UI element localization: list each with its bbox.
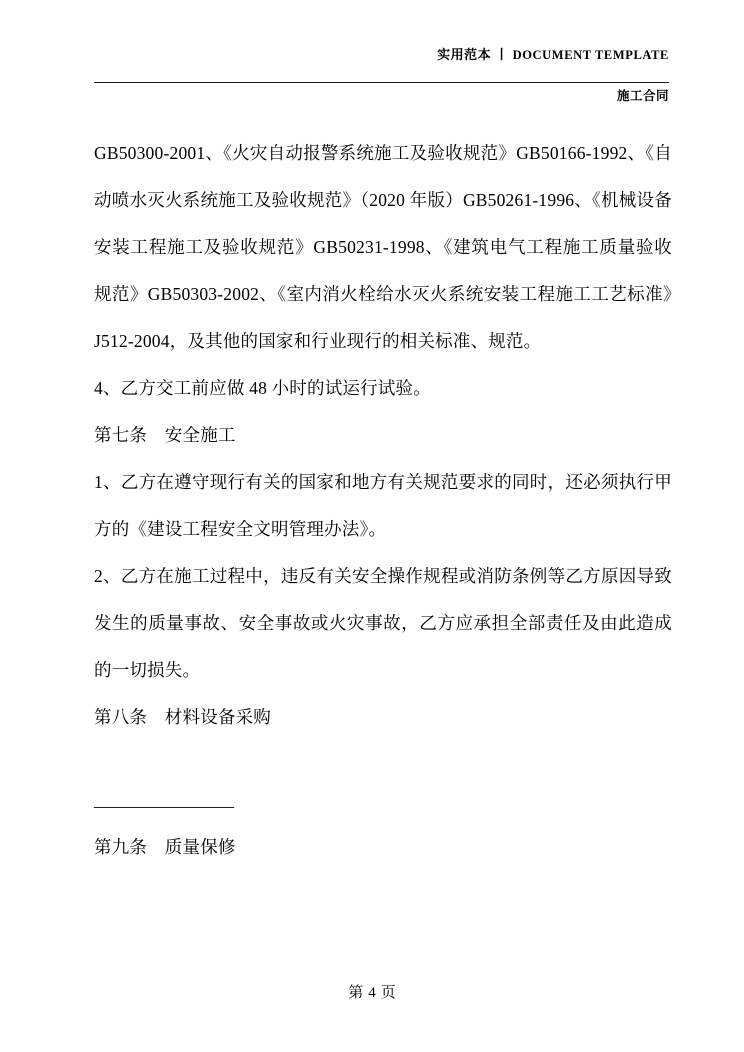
heading-article-9: 第九条 质量保修 xyxy=(94,837,236,857)
header-divider xyxy=(94,82,669,83)
header-separator: 丨 xyxy=(495,47,509,62)
header-brand-en: DOCUMENT TEMPLATE xyxy=(512,48,669,62)
paragraph-item-1: 1、乙方在遵守现行有关的国家和地方有关规范要求的同时，还必须执行甲方的《建设工程安全文明管理办法》。 xyxy=(94,472,672,539)
document-body xyxy=(94,130,672,871)
header-brand-line xyxy=(94,44,669,63)
blank-line xyxy=(94,741,672,788)
paragraph-item-2: 2、乙方在施工过程中，违反有关安全操作规程或消防条例等乙方原因导致发生的质量事故、安全事故或火灾事故，乙方应承担全部责任及由此造成的一切损失。 xyxy=(94,566,672,680)
footer-prefix: 第 xyxy=(348,985,364,1001)
divider-dashes: ———————— xyxy=(94,796,234,816)
page-header xyxy=(94,44,669,64)
header-brand-cn: 实用范本 xyxy=(437,47,492,62)
footer-page-number: 4 xyxy=(368,985,376,1001)
header-doc-type: 施工合同 xyxy=(616,89,669,103)
heading-article-8: 第八条 材料设备采购 xyxy=(94,707,271,727)
page-footer xyxy=(0,981,744,1002)
heading-article-7: 第七条 安全施工 xyxy=(94,425,236,445)
footer-suffix: 页 xyxy=(380,985,396,1001)
paragraph-item-4: 4、乙方交工前应做 48 小时的试运行试验。 xyxy=(94,378,431,398)
paragraph-standards: GB50300-2001、《火灾自动报警系统施工及验收规范》GB50166-1992、《自动喷水灭火系统施工及验收规范》（2020 年版）GB50261-1996、《机械设备安装工程施工及验收规范》GB50231-1998、《建筑电气工程施工质量验收规范》GB50303-2002、《室内消火栓给水灭火系统安装工程施工工艺标准》J512-2004，及其他的国家和行业现行的相关标准、规范。 xyxy=(94,143,672,351)
